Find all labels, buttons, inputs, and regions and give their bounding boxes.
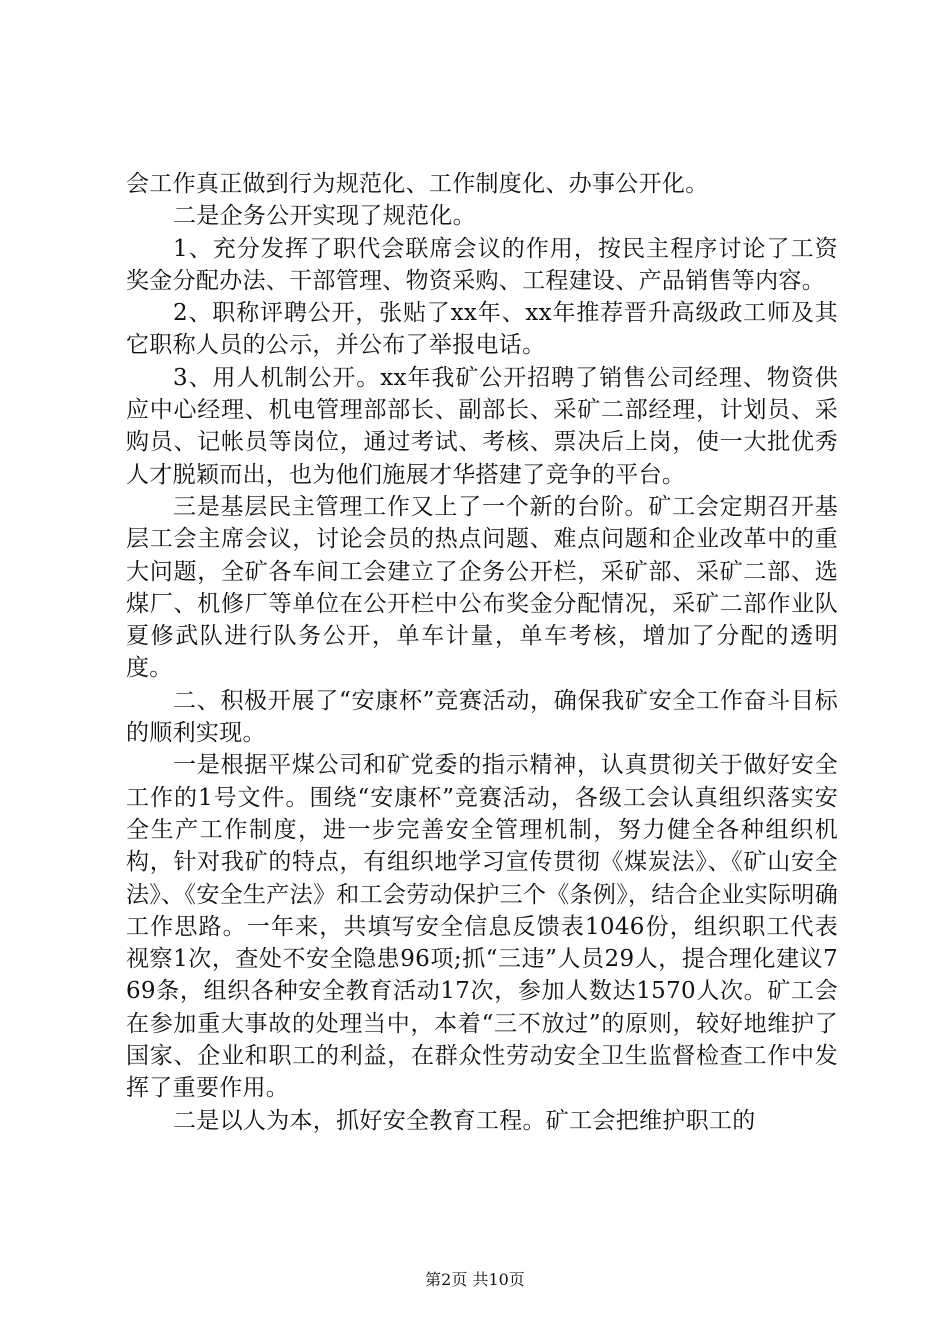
paragraph-7: 二、积极开展了“安康杯”竞赛活动，确保我矿安全工作奋斗目标的顺利实现。	[126, 687, 838, 747]
paragraph-1: 会工作真正做到行为规范化、工作制度化、办事公开化。	[126, 171, 709, 197]
page-number-footer: 第2页 共10页	[425, 1270, 525, 1289]
paragraph-4: 2、职称评聘公开，张贴了xx年、xx年推荐晋升高级政工师及其它职称人员的公示，并公布了举报电话。	[126, 300, 838, 359]
paragraph-2: 二是企务公开实现了规范化。	[173, 203, 476, 230]
document-body	[126, 168, 838, 1137]
paragraph-5: 3、用人机制公开。xx年我矿公开招聘了销售公司经理、物资供应中心经理、机电管理部部长、副部长、采矿二部经理，计划员、采购员、记帐员等岗位，通过考试、考核、票决后上岗，使一大批优秀人才脱颖而出，也为他们施展才华搭建了竞争的平台。	[126, 364, 838, 488]
paragraph-6: 三是基层民主管理工作又上了一个新的台阶。矿工会定期召开基层工会主席会议，讨论会员的热点问题、难点问题和企业改革中的重大问题，全矿各车间工会建立了企务公开栏，采矿部、采矿二部、选煤厂、机修厂等单位在公开栏中公布奖金分配情况，采矿二部作业队夏修武队进行队务公开，单车计量，单车考核，增加了分配的透明度。	[126, 493, 838, 682]
paragraph-3: 1、充分发挥了职代会联席会议的作用，按民主程序讨论了工资奖金分配办法、干部管理、物资采购、工程建设、产品销售等内容。	[126, 235, 838, 294]
paragraph-9: 二是以人为本，抓好安全教育工程。矿工会把维护职工的	[173, 1107, 756, 1134]
paragraph-8: 一是根据平煤公司和矿党委的指示精神，认真贯彻关于做好安全工作的1号文件。围绕“安康杯”竞赛活动，各级工会认真组织落实安全生产工作制度，进一步完善安全管理机制，努力健全各种组织机构，针对我矿的特点，有组织地学习宣传贯彻《煤炭法》、《矿山安全法》、《安全生产法》和工会劳动保护三个《条例》，结合企业实际明确工作思路。一年来，共填写安全信息反馈表1046份，组织职工代表视察1次，查处不安全隐患96项;抓“三违”人员29人，提合理化建议769条，组织各种安全教育活动17次，参加人数达1570人次。矿工会在参加重大事故的处理当中，本着“三不放过”的原则，较好地维护了国家、企业和职工的利益，在群众性劳动安全卫生监督检查工作中发挥了重要作用。	[126, 752, 838, 1102]
